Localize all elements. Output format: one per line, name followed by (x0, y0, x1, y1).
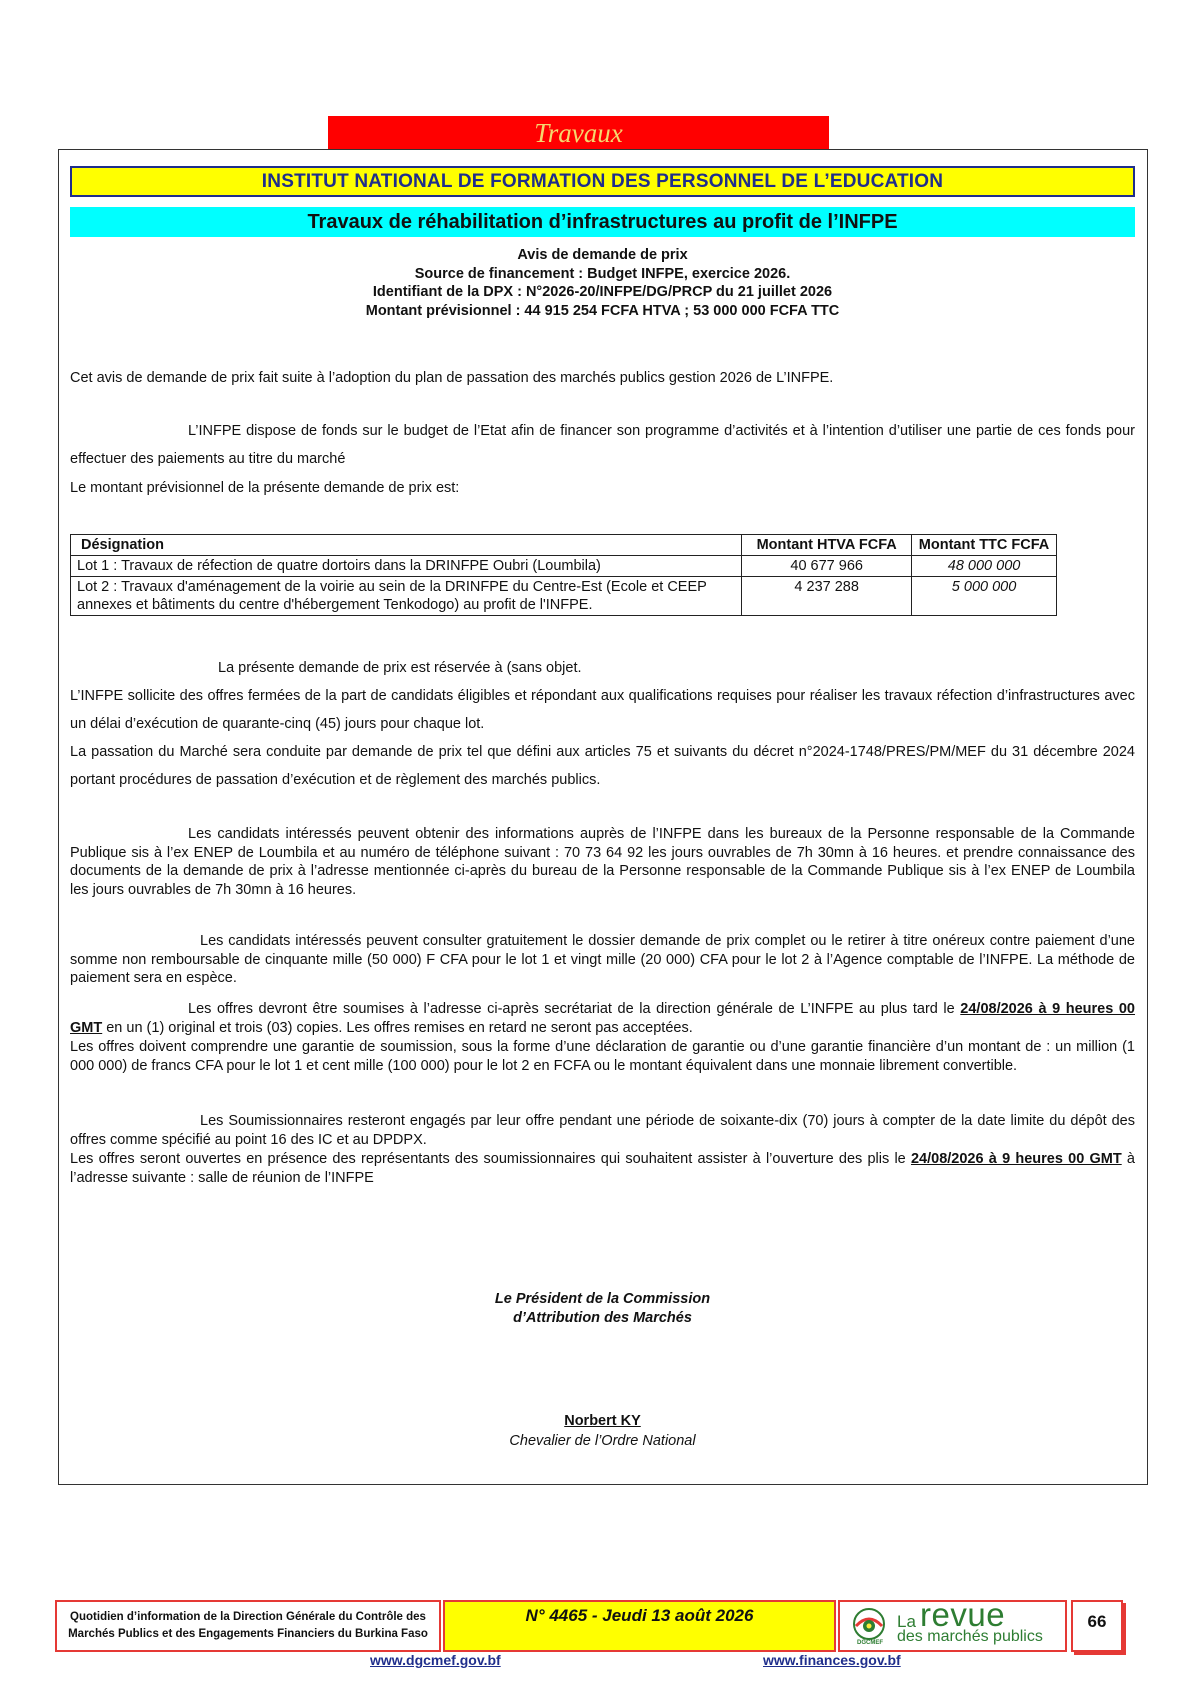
signature-title-line2: d’Attribution des Marchés (513, 1310, 692, 1326)
lot-ttc: 48 000 000 (912, 556, 1057, 577)
lot-htva: 4 237 288 (742, 577, 912, 616)
section-tab: Travaux (328, 116, 829, 150)
paragraph-funds: L’INFPE dispose de fonds sur le budget de l’Etat afin de financer son programme d’activités et à l’intention d’utiliser une partie de ces fonds pour effectuer des paiements au titre du marché (70, 423, 1135, 467)
logo-revue: revue (920, 1596, 1006, 1633)
paragraph-validity: Les Soumissionnaires resteront engagés par leur offre pendant une période de soixante-dix (70) jours à compter de la date limite du dépôt des offres comme spécifié au point 16 des IC et au DPDPX. (70, 1113, 1135, 1148)
publisher-line2: Marchés Publics et des Engagements Financiers du Burkina Faso (68, 1628, 428, 1640)
submission-deadline: 24/08/2026 à 9 heures 00 GMT (70, 1001, 1135, 1036)
header-designation: Désignation (71, 535, 742, 556)
notice-heading (70, 246, 1135, 320)
lots-table (70, 534, 1057, 616)
opening-text-start: Les offres seront ouvertes en présence des représentants des soumissionnaires qui souhaitent assister à l’ouverture des plis le (70, 1151, 911, 1167)
lot-ttc: 5 000 000 (912, 577, 1057, 616)
logo-subtitle: des marchés publics (897, 1628, 1043, 1645)
footer-issue: N° 4465 - Jeudi 13 août 2026 (443, 1600, 836, 1652)
lot-htva: 40 677 966 (742, 556, 912, 577)
paragraph-information: Les candidats intéressés peuvent obtenir des informations auprès de l’INFPE dans les bureaux de la Personne responsable de la Commande Publique sis à l’ex ENEP de Loumbila et au numéro de téléphone suivant : 70 73 64 92 les jours ouvrables de 7h 30mn à 16 heures. et prendre connaissance des documents de la demande de prix à l’adresse mentionnée ci-après du bureau de la Personne responsable de la Commande Publique sis à l’ex ENEP de Loumbila les jours ouvrables de 7h 30mn à 16 heures. (70, 826, 1135, 898)
header-htva: Montant HTVA FCFA (742, 535, 912, 556)
submission-text-start: Les offres devront être soumises à l’adresse ci-après secrétariat de la direction générale de L’INFPE au plus tard le (188, 1001, 961, 1017)
paragraph-guarantee: Les offres doivent comprendre une garantie de soumission, sous la forme d’une déclaration de garantie ou d’une garantie financière d’un montant de : un million (1 000 000) de francs CFA pour le lot 1 et cent mille (100 000) pour le lot 2 en FCFA ou le montant équivalent dans une monnaie librement convertible. (70, 1039, 1135, 1074)
emblem-label: DGCMEF (857, 1640, 883, 1646)
heading-line-amount: Montant prévisionnel : 44 915 254 FCFA HTVA ; 53 000 000 FCFA TTC (365, 302, 840, 319)
paragraph-reserved: La présente demande de prix est réservée à (sans objet. (218, 660, 582, 676)
lot-designation: Lot 1 : Travaux de réfection de quatre dortoirs dans la DRINFPE Oubri (Loumbila) (71, 556, 742, 577)
logo-la: La (897, 1612, 916, 1631)
table-header-row (71, 535, 1057, 556)
paragraph-solicitation: L’INFPE sollicite des offres fermées de la part de candidats éligibles et répondant aux qualifications requises pour réaliser les travaux réfection d’infrastructures avec un délai d’exécution de quarante-cinq (45) jours pour chaque lot. (70, 688, 1135, 732)
object-title-banner: Travaux de réhabilitation d’infrastructures au profit de l’INFPE (70, 207, 1135, 237)
signature-title-line1: Le Président de la Commission (494, 1291, 711, 1307)
heading-line-type: Avis de demande de prix (517, 247, 688, 263)
paragraph-procedure: La passation du Marché sera conduite par demande de prix tel que défini aux articles 75 et suivants du décret n°2024-1748/PRES/PM/MEF du 31 décembre 2024 portant procédures de passation d’exécution et de règlement des marchés publics. (70, 744, 1135, 788)
page-number: 66 (1071, 1600, 1123, 1652)
opening-text-end: à l’adresse suivante : salle de réunion de l’INFPE (70, 1151, 1135, 1186)
submission-text-end: en un (1) original et trois (03) copies. Les offres remises en retard ne seront pas acceptées. (102, 1019, 693, 1036)
paragraph-adoption: Cet avis de demande de prix fait suite à l’adoption du plan de passation des marchés publics gestion 2026 de L’INFPE. (70, 370, 834, 386)
link-finances[interactable]: www.finances.gov.bf (763, 1652, 901, 1668)
signatory-distinction: Chevalier de l’Ordre National (509, 1433, 696, 1449)
heading-line-financing: Source de financement : Budget INFPE, exercice 2026. (414, 265, 791, 282)
paragraph-submission (70, 1000, 1135, 1037)
heading-line-identifier: Identifiant de la DPX : N°2026-20/INFPE/DG/PRCP du 21 juillet 2026 (372, 284, 833, 300)
link-dgcmef[interactable]: www.dgcmef.gov.bf (370, 1652, 501, 1668)
revue-logo (838, 1596, 1067, 1652)
paragraph-opening (70, 1150, 1135, 1187)
table-row (71, 577, 1057, 616)
paragraph-consultation: Les candidats intéressés peuvent consulter gratuitement le dossier demande de prix complet ou le retirer à titre onéreux contre paiement d’une somme non remboursable de cinquante mille (50 000) F CFA pour le lot 1 et vingt mille (20 000) CFA pour le lot 2 à l’Agence comptable de l’INFPE. La méthode de paiement sera en espèce. (70, 933, 1135, 987)
footer-publisher (55, 1600, 441, 1652)
opening-date: 24/08/2026 à 9 heures 00 GMT (910, 1151, 1122, 1167)
lot-designation: Lot 2 : Travaux d'aménagement de la voirie au sein de la DRINFPE du Centre-Est (Ecole et CEEP annexes et bâtiments du centre d'hébergement Tenkodogo) au profit de l'INFPE. (71, 577, 742, 616)
organization-banner: INSTITUT NATIONAL DE FORMATION DES PERSONNEL DE L’EDUCATION (70, 166, 1135, 197)
header-ttc: Montant TTC FCFA (912, 535, 1057, 556)
table-row (71, 556, 1057, 577)
publisher-line1: Quotidien d’information de la Direction Générale du Contrôle des (70, 1611, 426, 1623)
paragraph-amount-intro: Le montant prévisionnel de la présente demande de prix est: (70, 480, 460, 496)
notice-frame (58, 149, 1148, 1485)
signatory-name: Norbert KY (564, 1413, 641, 1429)
